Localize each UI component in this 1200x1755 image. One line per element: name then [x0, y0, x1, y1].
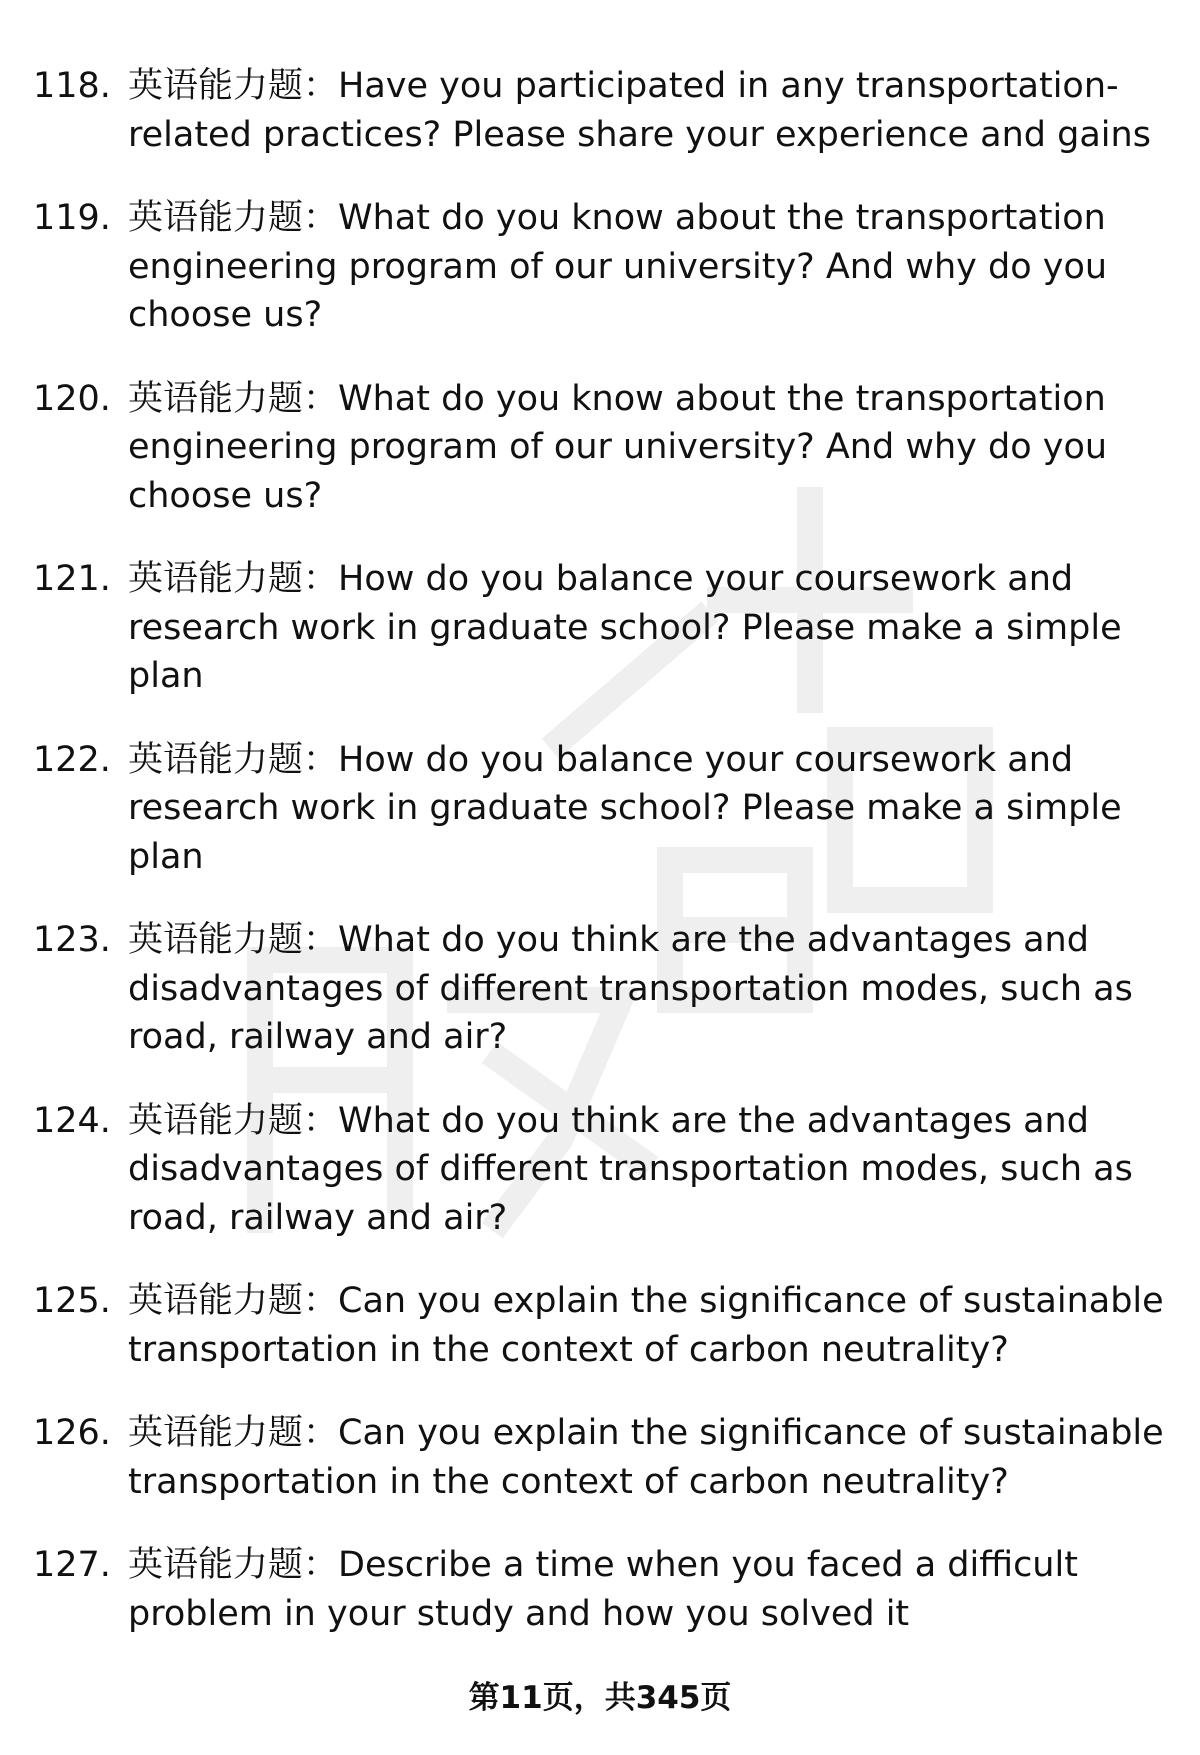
question-number: 123. [33, 920, 111, 960]
question-body: Can you explain the significance of sustainable transportation in the context of carbon neutrality? [128, 1413, 1164, 1502]
question-number: 120. [33, 378, 111, 419]
question-text [128, 1541, 1168, 1638]
question-text [128, 375, 1168, 521]
question-body: What do you know about the transportation engineering program of our university? And why do you choose us? [128, 198, 1108, 335]
question-item [0, 1097, 1200, 1243]
question-body: Can you explain the significance of sustainable transportation in the context of carbon neutrality? [128, 1281, 1164, 1370]
question-body: What do you think are the advantages and disadvantages of different transportation modes, such as road, railway and air? [128, 1100, 1133, 1238]
question-category-label: 英语能力题： [128, 559, 339, 599]
question-item [0, 1277, 1200, 1374]
question-text [128, 62, 1168, 159]
question-category-label: 英语能力题： [128, 739, 339, 780]
question-category-label: 英语能力题： [128, 1281, 339, 1321]
question-category-label: 英语能力题： [128, 66, 339, 106]
question-text [128, 555, 1168, 701]
question-category-label: 英语能力题： [128, 1100, 339, 1141]
question-category-label: 英语能力题： [128, 378, 339, 419]
question-item [0, 375, 1200, 521]
question-number: 119. [33, 198, 111, 238]
question-item [0, 194, 1200, 340]
question-number: 125. [33, 1281, 111, 1321]
question-item [0, 62, 1200, 159]
question-item [0, 1409, 1200, 1506]
question-text [128, 1409, 1168, 1506]
question-body: What do you think are the advantages and disadvantages of different transportation modes, such as road, railway and air? [128, 920, 1133, 1057]
question-body: How do you balance your coursework and research work in graduate school? Please make a simple plan [128, 739, 1122, 877]
question-body: Describe a time when you faced a difficult problem in your study and how you solved it [128, 1545, 1078, 1634]
page-indicator: 第11页，共345页 [468, 1680, 732, 1716]
question-item [0, 916, 1200, 1062]
question-category-label: 英语能力题： [128, 920, 339, 960]
question-text [128, 1097, 1168, 1243]
question-item [0, 736, 1200, 882]
question-category-label: 英语能力题： [128, 1413, 339, 1453]
question-number: 121. [33, 559, 111, 599]
question-body: What do you know about the transportation engineering program of our university? And why do you choose us? [128, 378, 1108, 516]
question-category-label: 英语能力题： [128, 1545, 339, 1585]
question-number: 118. [33, 66, 111, 106]
question-list [0, 62, 1200, 1673]
question-body: Have you participated in any transportation-related practices? Please share your experience and gains [128, 66, 1151, 155]
question-category-label: 英语能力题： [128, 198, 339, 238]
question-number: 122. [33, 739, 111, 780]
question-item [0, 555, 1200, 701]
question-text [128, 736, 1168, 882]
question-text [128, 916, 1168, 1062]
question-number: 124. [33, 1100, 111, 1141]
question-item [0, 1541, 1200, 1638]
question-text [128, 1277, 1168, 1374]
question-number: 126. [33, 1413, 111, 1453]
question-body: How do you balance your coursework and research work in graduate school? Please make a simple plan [128, 559, 1122, 696]
question-text [128, 194, 1168, 340]
question-number: 127. [33, 1545, 111, 1585]
